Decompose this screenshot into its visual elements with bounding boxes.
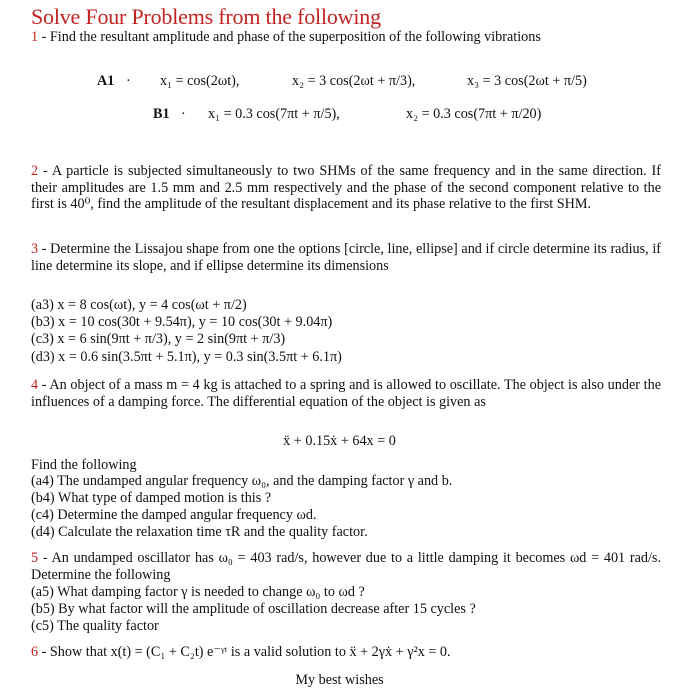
problem-5-text: - An undamped oscillator has ω₀ = 403 rad/s, however due to a little damping it becomes ωd = 401 rad/s. Determine the following	[31, 550, 661, 583]
a1-dot: ·	[126, 73, 131, 89]
problem-2-number: 2	[31, 163, 39, 179]
problem-5-number: 5	[31, 550, 39, 566]
problem-5-item-b5: (b5) By what factor will the amplitude of oscillation decrease after 15 cycles ?	[31, 601, 476, 617]
a1-x1: x₁ = cos(2ωt),	[160, 73, 240, 89]
problem-1	[31, 29, 661, 46]
problem-4-item-b4: (b4) What type of damped motion is this ?	[31, 490, 272, 506]
document-title: Solve Four Problems from the following	[31, 4, 381, 29]
b1-x1: x₁ = 0.3 cos(7πt + π/5),	[208, 106, 340, 122]
b1-dot: ·	[181, 106, 186, 122]
a1-x2: x₂ = 3 cos(2ωt + π/3),	[292, 73, 416, 89]
problem-6-text: - Show that x(t) = (C₁ + C₂t) e⁻ᵞᵗ is a valid solution to ẍ + 2γẋ + γ²x = 0.	[38, 644, 451, 660]
b1-label: B1	[153, 106, 170, 122]
problem-5	[31, 550, 661, 583]
problem-5-item-a5: (a5) What damping factor γ is needed to change ω₀ to ωd ?	[31, 584, 365, 600]
problem-4-number: 4	[31, 377, 39, 393]
problem-4-item-a4: (a4) The undamped angular frequency ω₀, and the damping factor γ and b.	[31, 473, 453, 489]
problem-2	[31, 163, 661, 213]
problem-3-item-a3: (a3) x = 8 cos(ωt), y = 4 cos(ωt + π/2)	[31, 297, 247, 313]
problem-3-text: - Determine the Lissajou shape from one the options [circle, line, ellipse] and if circle determine its radius, if line determine its slope, and if ellipse determine its dimensions	[31, 241, 661, 274]
problem-4-equation: ẍ + 0.15ẋ + 64x = 0	[283, 433, 396, 449]
closing-line: My best wishes	[295, 672, 384, 688]
b1-x2: x₂ = 0.3 cos(7πt + π/20)	[406, 106, 542, 122]
problem-3-item-b3: (b3) x = 10 cos(30t + 9.54π), y = 10 cos(30t + 9.04π)	[31, 314, 333, 330]
problem-5-item-c5: (c5) The quality factor	[31, 618, 159, 634]
problem-4-find: Find the following	[31, 457, 137, 473]
problem-3-number: 3	[31, 241, 39, 257]
problem-6	[31, 644, 661, 661]
problem-3	[31, 241, 661, 274]
problem-1-text: - Find the resultant amplitude and phase of the superposition of the following vibrations	[38, 29, 541, 45]
problem-4	[31, 377, 661, 410]
problem-3-item-d3: (d3) x = 0.6 sin(3.5πt + 5.1π), y = 0.3 sin(3.5πt + 6.1π)	[31, 349, 342, 365]
problem-4-item-d4: (d4) Calculate the relaxation time τR and the quality factor.	[31, 524, 368, 540]
problem-2-text: - A particle is subjected simultaneously to two SHMs of the same frequency and in the same direction. If their amplitudes are 1.5 mm and 2.5 mm respectively and the phase of the second component relative to the first is 40⁰, find the amplitude of the resultant displacement and its phase relative to the first SHM.	[31, 163, 661, 212]
problem-4-item-c4: (c4) Determine the damped angular frequency ωd.	[31, 507, 317, 523]
a1-x3: x₃ = 3 cos(2ωt + π/5)	[467, 73, 587, 89]
problem-1-number: 1	[31, 29, 39, 45]
a1-label: A1	[97, 73, 115, 89]
problem-3-item-c3: (c3) x = 6 sin(9πt + π/3), y = 2 sin(9πt + π/3)	[31, 331, 286, 347]
problem-4-text: - An object of a mass m = 4 kg is attached to a spring and is allowed to oscillate. The object is also under the influences of a damping force. The differential equation of the object is given as	[31, 377, 661, 410]
problem-6-number: 6	[31, 644, 39, 660]
